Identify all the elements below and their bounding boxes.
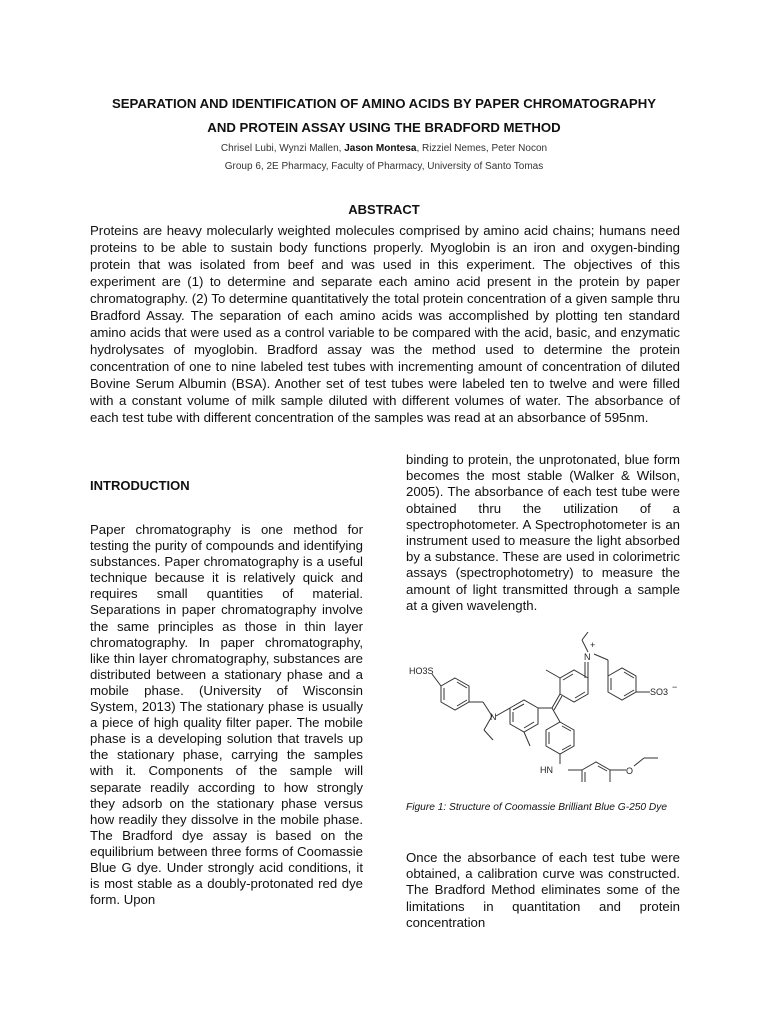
title-line-2: AND PROTEIN ASSAY USING THE BRADFORD METHOD [207, 120, 561, 135]
label-n-top: N [584, 652, 591, 662]
author-highlighted: Jason Montesa [344, 143, 417, 154]
label-hn: HN [540, 765, 553, 775]
figure-caption: Figure 1: Structure of Coomassie Brilliant Blue G-250 Dye [406, 802, 668, 813]
author-block [60, 140, 708, 176]
introduction-heading: INTRODUCTION [90, 478, 190, 493]
author-list [60, 140, 708, 158]
label-n-left: N [490, 712, 497, 722]
introduction-right-column-top: binding to protein, the unprotonated, blue form becomes the most stable (Walker & Wilson, 2005). The absorbance of each test tube were obtained thru the utilization of a spectrophotometer. A Spectrophotometer is an instrument used to measure the light absorbed by a substance. These are used in colorimetric assays (spectrophotometry) to measure the amount of light transmitted through a sample at a given wavelength. [406, 452, 680, 613]
authors-after: , Rizziel Nemes, Peter Nocon [416, 143, 548, 154]
label-so3: SO3 [650, 687, 669, 697]
label-minus: − [672, 682, 678, 692]
authors-before: Chrisel Lubi, Wynzi Mallen, [220, 143, 345, 154]
introduction-right-column-bottom: Once the absorbance of each test tube were obtained, a calibration curve was constructed. The Bradford Method eliminates some of the limitations in quantitation and protein concentration [406, 850, 680, 930]
chemical-structure-drawing [404, 632, 684, 782]
abstract-text: Proteins are heavy molecularly weighted molecules comprised by amino acid chains; humans need proteins to be able to sustain body functions properly. Myoglobin is an iron and oxygen-binding protein that was isolated from beef and was used in this experiment. The objectives of this experiment are (1) to determine and separate each amino acid present in the protein by paper chromatography. (2) To determine quantitatively the total protein concentration of a given sample thru Bradford Assay. The separation of each amino acids was accomplished by plotting ten standard amino acids that were used as a control variable to be compared with the acid, basic, and enzymatic hydrolysates of myoglobin. Bradford assay was the method used to determine the protein concentration of one to nine labeled test tubes with incrementing amount of concentration of diluted Bovine Serum Albumin (BSA). Another set of test tubes were labeled ten to twelve and were filled with a constant volume of milk sample diluted with different volumes of water. The absorbance of each test tube with different concentration of the samples was read at an absorbance of 595nm. [90, 223, 680, 425]
coomassie-structure-figure [404, 632, 684, 782]
label-plus: + [590, 640, 596, 650]
introduction-left-column: Paper chromatography is one method for testing the purity of compounds and identifying substances. Paper chromatography is a useful technique because it is relatively quick and requires small quantities of material. Separations in paper chromatography involve the same principles as those in thin layer chromatography. In paper chromatography, like thin layer chromatography, substances are distributed between a stationary phase and a mobile phase. (University of Wisconsin System, 2013) The stationary phase is usually a piece of high quality filter paper. The mobile phase is a developing solution that travels up the stationary phase, carrying the samples with it. Components of the sample will separate readily according to how strongly they adsorb on the stationary phase versus how readily they dissolve in the mobile phase. The Bradford dye assay is based on the equilibrium between three forms of Coomassie Blue G dye. Under strongly acid conditions, it is most stable as a doubly-protonated red dye form. Upon [90, 522, 363, 908]
label-o: O [626, 766, 634, 776]
abstract-heading: ABSTRACT [348, 202, 420, 217]
paper-title [60, 92, 708, 140]
title-line-1: SEPARATION AND IDENTIFICATION OF AMINO ACIDS BY PAPER CHROMATOGRAPHY [111, 96, 657, 111]
affiliation: Group 6, 2E Pharmacy, Faculty of Pharmacy, University of Santo Tomas [224, 161, 544, 172]
label-ho3s: HO3S [409, 666, 434, 676]
